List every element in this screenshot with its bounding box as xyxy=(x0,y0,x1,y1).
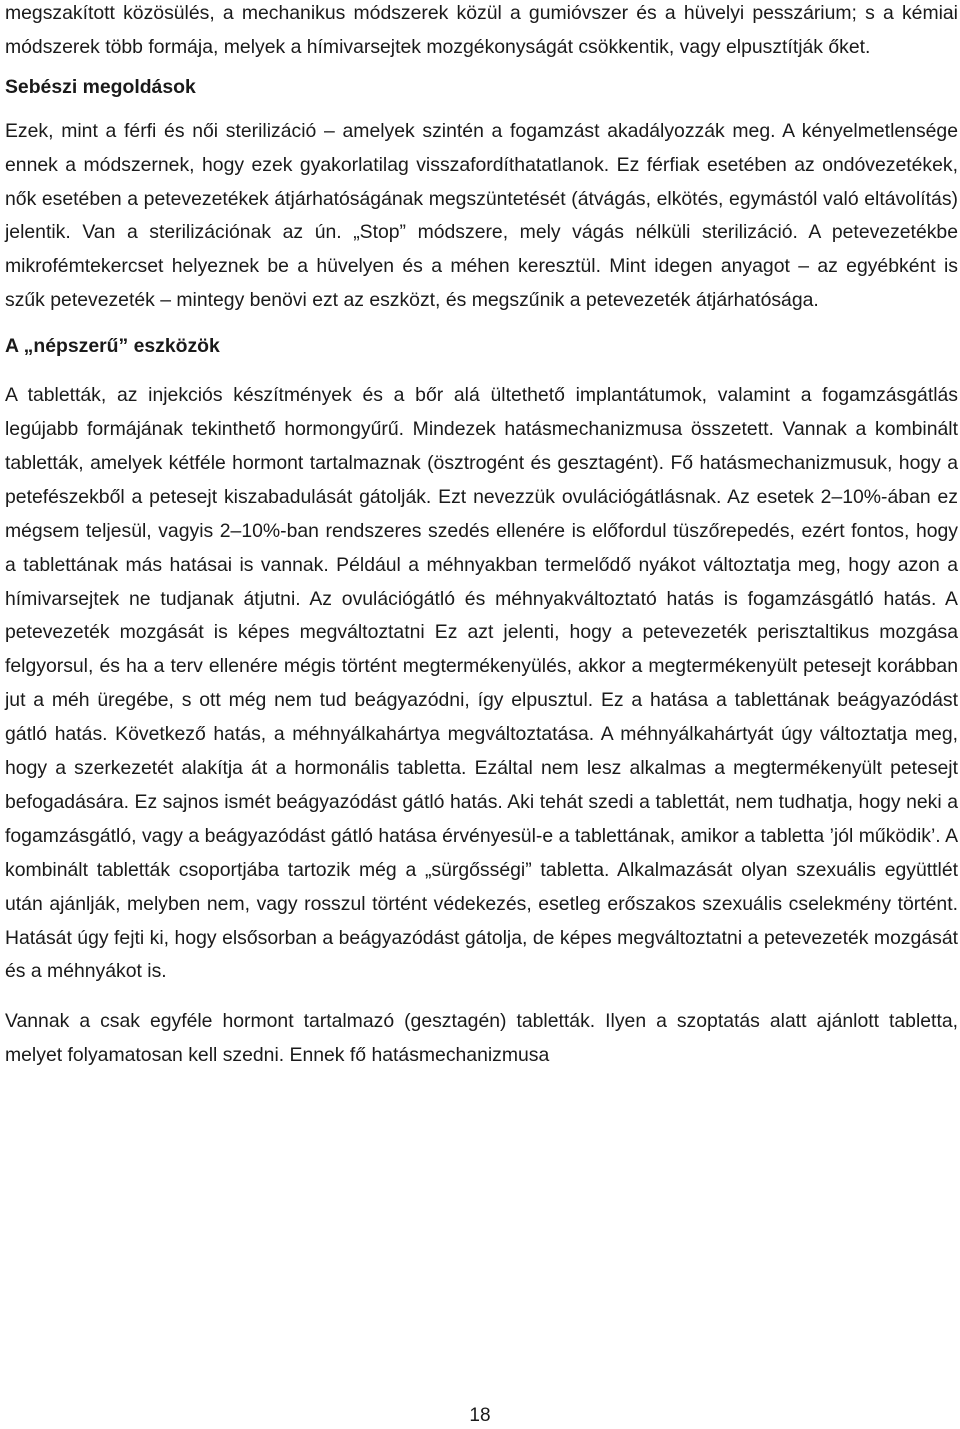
page-number: 18 xyxy=(469,1405,491,1426)
popular-paragraph-1: A tabletták, az injekciós készítmények és a bőr alá ültethető implantátumok, valamint a fogamzásgátlás legújabb formájának tekinthető hormongyűrű. Mindezek hatásmechanizmusa összetett. Vannak a kombinált tabletták, amelyek kétféle hormont tartalmaznak (ösztrogént és gesztagént). Fő hatásmechanizmusuk, hogy a petefészekből a petesejt kiszabadulását gátolják. Ezt nevezzük ovulációgátlásnak. Az esetek 2–10%-ában ez mégsem teljesül, vagyis 2–10%-ban rendszeres szedés ellenére is előfordul tüszőrepedés, ezért fontos, hogy a tablettának más hatásai is vannak. Például a méhnyakban termelődő nyákot változtatja meg, hogy azon a hímivarsejtek ne tudjanak átjutni. Az ovulációgátló és méhnyakváltoztató hatás is fogamzásgátló hatás. A petevezeték mozgását is képes megváltoztatni Ez azt jelenti, hogy a petevezeték perisztaltikus mozgása felgyorsul, és ha a terv ellenére mégis történt megtermékenyülés, akkor a megtermékenyült petesejt korábban jut a méh üregébe, s ott még nem tud beágyazódni, így elpusztul. Ez a hatása a tablettának beágyazódást gátló hatás. Következő hatás, a méhnyálkahártya megváltoztatása. A méhnyálkahártyát úgy változtatja meg, hogy a szerkezetét alakítja át a hormonális tabletta. Ezáltal nem lesz alkalmas a megtermékenyült petesejt befogadására. Ez sajnos ismét beágyazódást gátló hatás. Aki tehát szedi a tablettát, nem tudhatja, hogy neki a fogamzásgátló, vagy a beágyazódást gátló hatása érvényesül-e a tablettának, amikor a tabletta ’jól működik’. A kombinált tabletták csoportjába tartozik még a „sürgősségi” tabletta. Alkalmazását olyan szexuális együttlét után ajánlják, melyben nem, vagy rosszul történt védekezés, esetleg erőszakos szexuális cselekmény történt. Hatását úgy fejti ki, hogy elsősorban a beágyazódást gátolja, de képes megváltoztatni a petevezeték mozgását és a méhnyákot is. xyxy=(5,384,958,983)
surgical-paragraph: Ezek, mint a férfi és női sterilizáció – amelyek szintén a fogamzást akadályozzák meg. A kényelmetlensége ennek a módszernek, hogy ezek gyakorlatilag visszafordíthatatlanok. Ez férfiak esetében az ondóvezetékek, nők esetében a petevezetékek átjárhatóságának megszüntetését (átvágás, elkötés, egymástól való eltávolítás) jelentik. Van a sterilizációnak az ún. „Stop” módszere, mely vágás nélküli sterilizáció. A petevezetékbe mikrofémtekercset helyeznek be a hüvelyen és a méhen keresztül. Mint idegen anyagot – az egyébként is szűk petevezeték – mintegy benövi ezt az eszközt, és megszűnik a petevezeték átjárhatósága. xyxy=(5,119,958,312)
intro-paragraph: megszakított közösülés, a mechanikus módszerek közül a gumióvszer és a hüvelyi pesszárium; s a kémiai módszerek több formája, melyek a hímivarsejtek mozgékonyságát csökkentik, vagy elpusztítják őket. xyxy=(5,2,958,58)
popular-paragraph-2: Vannak a csak egyféle hormont tartalmazó (gesztagén) tabletták. Ilyen a szoptatás alatt ajánlott tabletta, melyet folyamatosan kell szedni. Ennek fő hatásmechanizmusa xyxy=(5,1010,958,1067)
document-page xyxy=(5,0,958,1073)
section-heading-popular: A „népszerű” eszközök xyxy=(5,335,220,358)
section-heading-surgical: Sebészi megoldások xyxy=(5,75,196,98)
